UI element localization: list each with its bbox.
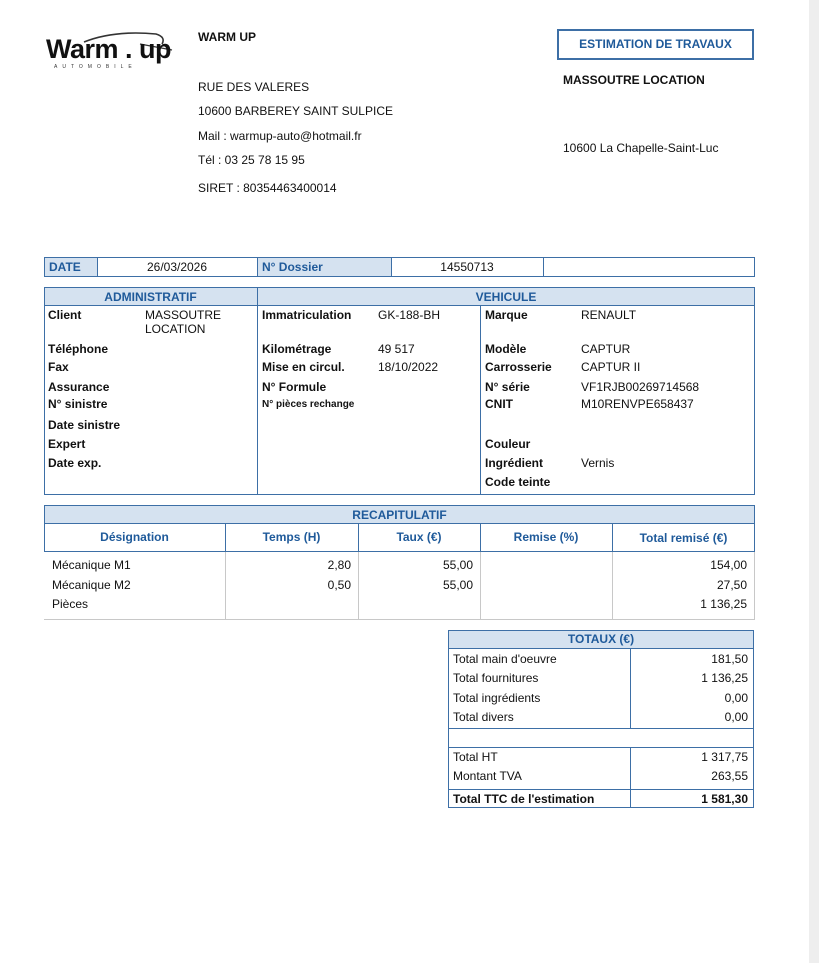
total-ingr-label: Total ingrédients [453,691,541,705]
total-ht-label: Total HT [453,750,498,764]
carrosserie-label: Carrosserie [485,360,552,374]
formule-label: N° Formule [262,380,327,394]
client-city: 10600 La Chapelle-Saint-Luc [563,141,719,155]
admin-client-label: Client [48,308,82,322]
row-designation: Pièces [52,597,89,611]
admin-expert-label: Expert [48,437,86,451]
total-divers-label: Total divers [453,710,514,724]
total-ttc-label: Total TTC de l'estimation [453,792,595,806]
company-city: 10600 BARBEREY SAINT SULPICE [198,104,393,118]
total-fourn-value: 1 136,25 [701,671,748,685]
total-ht-value: 1 317,75 [701,750,748,764]
km-label: Kilométrage [262,342,332,356]
company-street: RUE DES VALERES [198,80,310,94]
admin-sinistre-label: N° sinistre [48,397,108,411]
marque-value: RENAULT [581,308,637,322]
tva-label: Montant TVA [453,769,522,783]
admin-date-exp-label: Date exp. [48,456,102,470]
company-logo [44,28,174,74]
ingredient-label: Ingrédient [485,456,544,470]
modele-value: CAPTUR [581,342,631,356]
row-designation: Mécanique M1 [52,558,131,572]
cnit-label: CNIT [485,397,513,411]
tva-value: 263,55 [711,769,748,783]
table-row [44,578,755,594]
serie-label: N° série [485,380,530,394]
total-ingr-value: 0,00 [724,691,748,705]
table-row [44,558,755,574]
row-total: 1 136,25 [700,597,747,611]
serie-value: VF1RJB00269714568 [581,380,700,394]
teinte-label: Code teinte [485,475,551,489]
dossier-value: 14550713 [440,260,494,274]
admin-title: ADMINISTRATIF [104,290,197,304]
row-total: 154,00 [710,558,747,572]
document-type-box [557,29,754,60]
client-name: MASSOUTRE LOCATION [563,73,705,87]
totaux-title: TOTAUX (€) [567,632,635,646]
table-row [44,597,755,613]
logo-subtext: AUTOMOBILE [54,64,137,70]
col-total: Total remisé (€) [639,531,728,545]
total-main-value: 181,50 [711,652,748,666]
company-name: WARM UP [198,30,256,44]
col-remise: Remise (%) [513,530,579,544]
page-edge [809,0,819,963]
circ-label: Mise en circul. [262,360,345,374]
row-designation: Mécanique M2 [52,578,131,592]
total-ttc-value: 1 581,30 [701,792,748,806]
modele-label: Modèle [485,342,527,356]
admin-tel-label: Téléphone [48,342,109,356]
couleur-label: Couleur [485,437,531,451]
row-temps: 2,80 [327,558,351,572]
recap-title: RECAPITULATIF [352,508,447,522]
company-tel: Tél : 03 25 78 15 95 [198,153,305,167]
row-taux: 55,00 [442,578,473,592]
document-type: ESTIMATION DE TRAVAUX [579,37,732,51]
cnit-value: M10RENVPE658437 [581,397,694,411]
total-fourn-label: Total fournitures [453,671,539,685]
km-value: 49 517 [378,342,415,356]
date-label: DATE [49,260,81,274]
col-taux: Taux (€) [396,530,442,544]
row-taux: 55,00 [442,558,473,572]
immat-label: Immatriculation [262,308,352,322]
row-temps: 0,50 [327,578,351,592]
company-mail: Mail : warmup-auto@hotmail.fr [198,129,362,143]
pieces-rechange-label: N° pièces rechange [262,399,355,410]
admin-client-value-2: LOCATION [145,322,206,336]
date-value: 26/03/2026 [146,260,208,274]
logo-text: Warm . up [46,34,172,64]
marque-label: Marque [485,308,528,322]
total-main-label: Total main d'oeuvre [453,652,557,666]
company-siret: SIRET : 80354463400014 [198,181,337,195]
row-total: 27,50 [716,578,747,592]
carrosserie-value: CAPTUR II [581,360,641,374]
col-temps: Temps (H) [262,530,321,544]
admin-date-sinistre-label: Date sinistre [48,418,121,432]
admin-client-value-1: MASSOUTRE [145,308,222,322]
dossier-label: N° Dossier [262,260,323,274]
col-designation: Désignation [100,530,169,544]
vehicule-title: VEHICULE [475,290,537,304]
total-divers-value: 0,00 [724,710,748,724]
admin-fax-label: Fax [48,360,69,374]
ingredient-value: Vernis [581,456,615,470]
circ-value: 18/10/2022 [378,360,439,374]
immat-value: GK-188-BH [378,308,441,322]
admin-assurance-label: Assurance [48,380,110,394]
